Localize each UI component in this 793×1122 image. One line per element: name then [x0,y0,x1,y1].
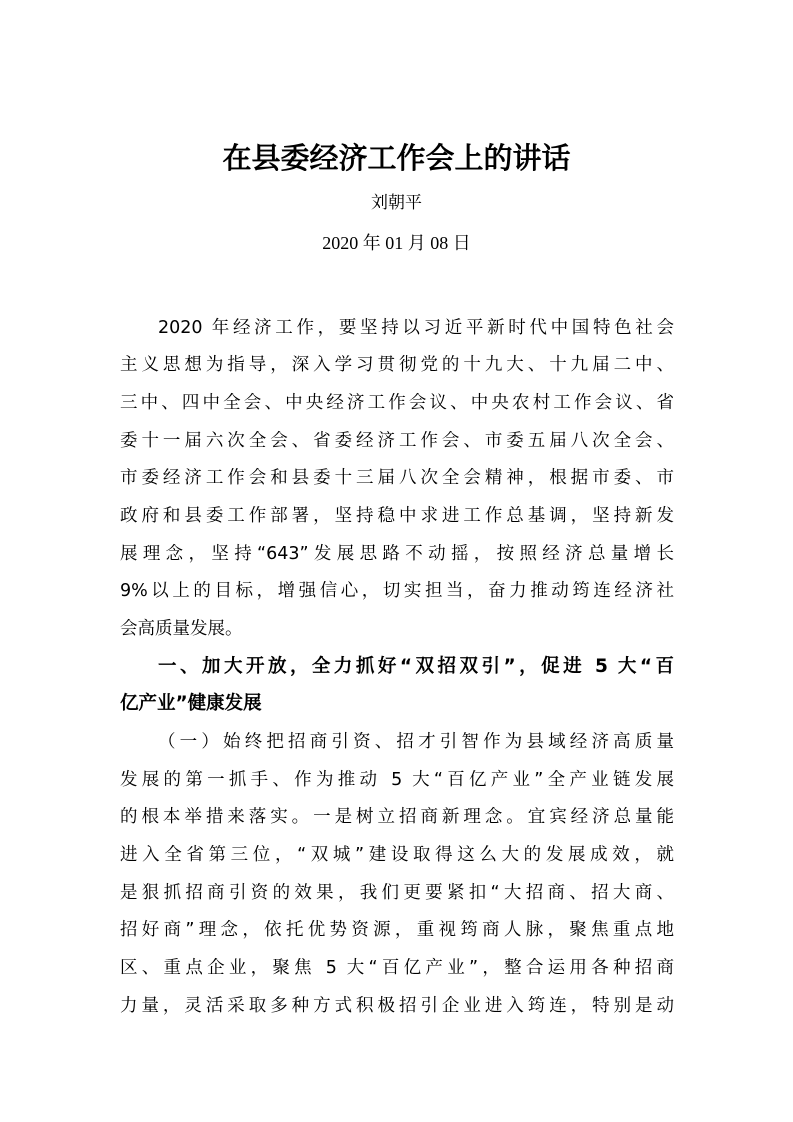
text-line: 展理念，坚持“643”发展思路不动摇，按照经济总量增长 [120,544,674,564]
text-line: 是狠抓招商引资的效果，我们更要紧扣“大招商、招大商、 [120,883,674,903]
text-line: 主义思想为指导，深入学习贯彻党的十九大、十九届二中、 [120,355,674,375]
text-line: 委十一届六次全会、省委经济工作会、市委五届八次全会、 [120,431,674,451]
text-line: 力量，灵活采取多种方式积极招引企业进入筠连，特别是动 [120,996,674,1016]
heading-line: 亿产业”健康发展 [120,693,262,714]
document-title: 在县委经济工作会上的讲话 [222,141,571,175]
text-line: 区、重点企业，聚焦 5 大“百亿产业”，整合运用各种招商 [120,958,674,978]
text-line: （一）始终把招商引资、招才引智作为县域经济高质量 [158,732,674,752]
text-line: 发展的第一抓手、作为推动 5 大“百亿产业”全产业链发展 [120,770,674,790]
text-line: 9%以上的目标，增强信心，切实担当，奋力推动筠连经济社 [120,581,674,601]
text-line: 市委经济工作会和县委十三届八次全会精神，根据市委、市 [120,468,674,488]
text-line: 的根本举措来落实。一是树立招商新理念。宜宾经济总量能 [120,807,674,827]
text-line: 招好商”理念，依托优势资源，重视筠商人脉，聚焦重点地 [120,920,674,940]
text-line: 进入全省第三位，“双城”建设取得这么大的发展成效，就 [120,845,674,865]
text-line: 会高质量发展。 [120,619,243,639]
heading-line: 一、加大开放，全力抓好“双招双引”，促进 5 大“百 [158,656,674,677]
text-line: 政府和县委工作部署，坚持稳中求进工作总基调，坚持新发 [120,506,674,526]
text-line: 三中、四中全会、中央经济工作会议、中央农村工作会议、省 [120,393,674,413]
text-line: 2020 年经济工作，要坚持以习近平新时代中国特色社会 [158,318,674,338]
document-date: 2020 年 01 月 08 日 [322,233,471,253]
document-author: 刘朝平 [371,193,422,213]
